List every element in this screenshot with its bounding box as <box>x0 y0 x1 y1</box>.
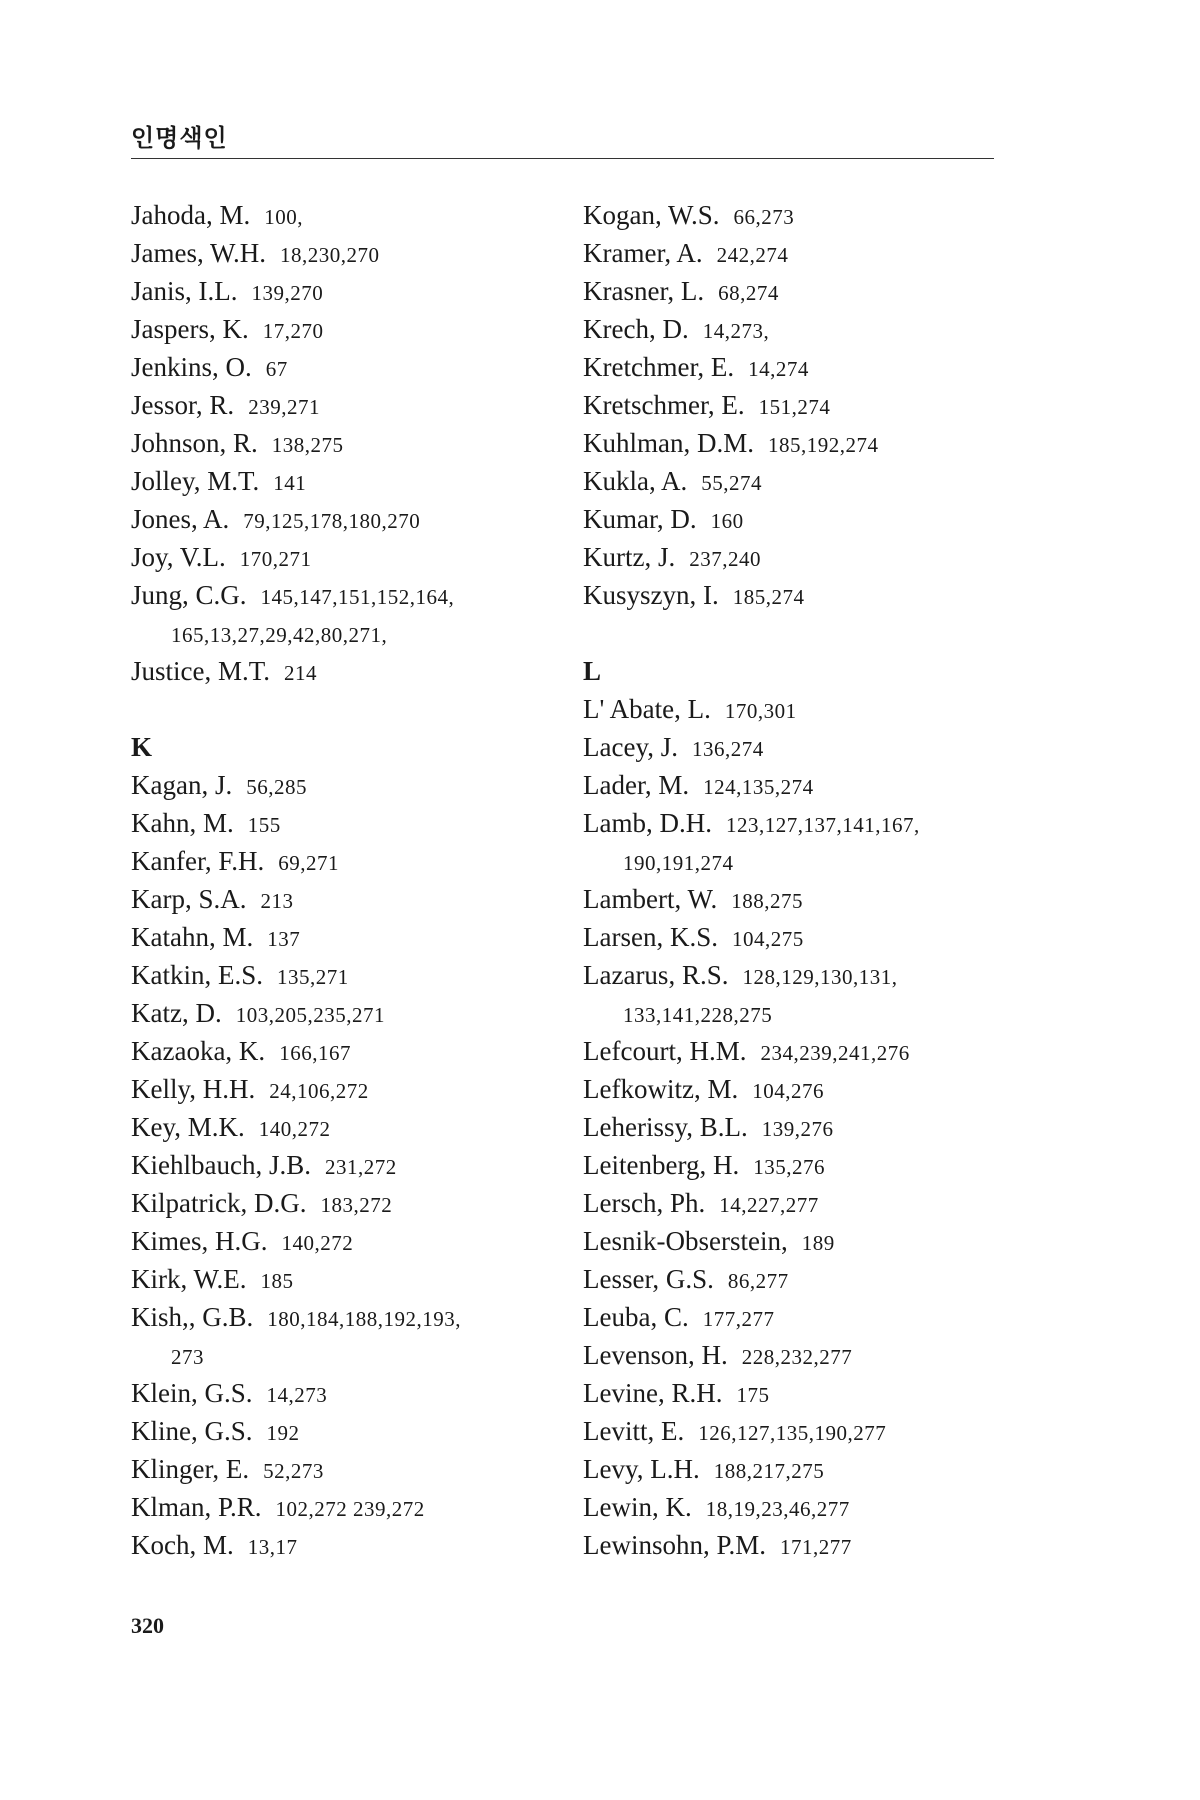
entry-pages: 185,192,274 <box>768 433 879 457</box>
entry-name: Kilpatrick, D.G. <box>131 1188 307 1218</box>
index-column-left <box>131 196 561 1564</box>
index-entry <box>583 348 1013 386</box>
index-entry <box>131 918 561 956</box>
index-entry <box>583 690 1013 728</box>
entry-name: Lesnik-Obserstein, <box>583 1226 788 1256</box>
entry-pages: 185,274 <box>732 585 805 609</box>
entry-name: Leitenberg, H. <box>583 1150 740 1180</box>
entry-pages: 188,217,275 <box>713 1459 825 1483</box>
entry-pages: 151,274 <box>758 395 831 419</box>
entry-pages: 170,271 <box>239 547 312 571</box>
entry-name: Lamb, D.H. <box>583 808 712 838</box>
entry-name: Klein, G.S. <box>131 1378 253 1408</box>
entry-pages: 103,205,235,271 <box>235 1003 385 1027</box>
entry-pages: 137 <box>267 927 301 951</box>
entry-name: Kusyszyn, I. <box>583 580 719 610</box>
entry-name: Krasner, L. <box>583 276 705 306</box>
entry-pages: 231,272 <box>324 1155 397 1179</box>
entry-name: Katz, D. <box>131 998 222 1028</box>
entry-name: Levitt, E. <box>583 1416 685 1446</box>
entry-name: James, W.H. <box>131 238 266 268</box>
section-spacer <box>131 690 561 728</box>
entry-pages: 189 <box>801 1231 835 1255</box>
index-entry-continuation <box>583 842 1013 880</box>
index-entry <box>583 386 1013 424</box>
entry-name: Kuhlman, D.M. <box>583 428 754 458</box>
entry-pages: 68,274 <box>718 281 779 305</box>
index-entry <box>583 1260 1013 1298</box>
entry-name: Leherissy, B.L. <box>583 1112 748 1142</box>
entry-name: Jung, C.G. <box>131 580 247 610</box>
section-letter: K <box>131 732 153 762</box>
entry-name: Klinger, E. <box>131 1454 250 1484</box>
entry-pages: 140,272 <box>281 1231 354 1255</box>
index-entry <box>131 272 561 310</box>
index-entry <box>131 1222 561 1260</box>
index-entry <box>131 1450 561 1488</box>
entry-pages: 160 <box>710 509 744 533</box>
entry-name: Kish,, G.B. <box>131 1302 254 1332</box>
entry-name: Levine, R.H. <box>583 1378 723 1408</box>
entry-name: Jessor, R. <box>131 390 235 420</box>
index-entry <box>131 386 561 424</box>
entry-pages: 13,17 <box>247 1535 298 1559</box>
entry-pages: 104,276 <box>752 1079 824 1103</box>
entry-pages: 183,272 <box>320 1193 393 1217</box>
index-entry <box>131 348 561 386</box>
index-entry <box>131 1184 561 1222</box>
entry-pages: 237,240 <box>689 547 761 571</box>
entry-name: Lewinsohn, P.M. <box>583 1530 767 1560</box>
entry-pages: 145,147,151,152,164, <box>260 585 455 609</box>
entry-pages: 165,13,27,29,42,80,271, <box>171 623 388 647</box>
entry-name: Klman, P.R. <box>131 1492 262 1522</box>
index-entry <box>583 1032 1013 1070</box>
index-entry <box>131 1260 561 1298</box>
entry-name: Larsen, K.S. <box>583 922 718 952</box>
index-entry <box>583 500 1013 538</box>
index-entry <box>131 1070 561 1108</box>
page-header-title: 인명색인 <box>131 124 228 152</box>
entry-name: Jones, A. <box>131 504 230 534</box>
entry-name: Lewin, K. <box>583 1492 692 1522</box>
page-number: 320 <box>131 1613 164 1638</box>
index-entry <box>131 880 561 918</box>
entry-pages: 104,275 <box>731 927 804 951</box>
index-entry <box>131 994 561 1032</box>
index-entry <box>131 1032 561 1070</box>
entry-name: Kiehlbauch, J.B. <box>131 1150 311 1180</box>
entry-pages: 135,276 <box>753 1155 825 1179</box>
entry-name: Lersch, Ph. <box>583 1188 706 1218</box>
index-entry <box>131 196 561 234</box>
index-entry <box>583 1526 1013 1564</box>
entry-name: Katkin, E.S. <box>131 960 263 990</box>
entry-name: Krech, D. <box>583 314 689 344</box>
entry-name: Levenson, H. <box>583 1340 728 1370</box>
entry-pages: 138,275 <box>271 433 344 457</box>
entry-name: Kagan, J. <box>131 770 233 800</box>
entry-name: Kanfer, F.H. <box>131 846 265 876</box>
entry-pages: 14,273 <box>266 1383 328 1407</box>
index-entry <box>131 652 561 690</box>
entry-pages: 18,230,270 <box>280 243 380 267</box>
index-entry <box>583 1222 1013 1260</box>
index-entry <box>131 1526 561 1564</box>
entry-name: Levy, L.H. <box>583 1454 700 1484</box>
index-entry <box>131 310 561 348</box>
entry-pages: 86,277 <box>727 1269 789 1293</box>
index-entry <box>131 1488 561 1526</box>
index-entry <box>583 880 1013 918</box>
index-column-right <box>583 196 1013 1564</box>
index-entry <box>131 538 561 576</box>
entry-pages: 214 <box>283 661 317 685</box>
entry-pages: 126,127,135,190,277 <box>698 1421 887 1445</box>
entry-pages: 155 <box>247 813 281 837</box>
index-entry <box>583 462 1013 500</box>
entry-pages: 170,301 <box>724 699 797 723</box>
entry-pages: 14,274 <box>748 357 809 381</box>
entry-name: Kretchmer, E. <box>583 352 735 382</box>
entry-name: Lader, M. <box>583 770 690 800</box>
entry-name: Karp, S.A. <box>131 884 247 914</box>
entry-pages: 100, <box>264 205 303 229</box>
entry-pages: 56,285 <box>246 775 307 799</box>
entry-name: Kimes, H.G. <box>131 1226 268 1256</box>
index-entry <box>583 1108 1013 1146</box>
entry-pages: 102,272 239,272 <box>275 1497 425 1521</box>
index-entry <box>131 234 561 272</box>
index-entry <box>583 272 1013 310</box>
entry-pages: 139,270 <box>251 281 324 305</box>
index-entry-continuation <box>131 614 561 652</box>
entry-name: Leuba, C. <box>583 1302 689 1332</box>
index-entry <box>583 576 1013 614</box>
index-entry <box>583 1184 1013 1222</box>
entry-name: Kretschmer, E. <box>583 390 745 420</box>
entry-pages: 177,277 <box>702 1307 775 1331</box>
entry-name: Kukla, A. <box>583 466 688 496</box>
index-entry <box>583 1374 1013 1412</box>
entry-name: Koch, M. <box>131 1530 234 1560</box>
entry-name: Joy, V.L. <box>131 542 226 572</box>
entry-name: Lefkowitz, M. <box>583 1074 739 1104</box>
entry-name: Lacey, J. <box>583 732 678 762</box>
index-entry <box>131 462 561 500</box>
entry-name: Jolley, M.T. <box>131 466 260 496</box>
index-entry <box>583 234 1013 272</box>
entry-pages: 66,273 <box>733 205 795 229</box>
entry-name: Kurtz, J. <box>583 542 676 572</box>
entry-name: Key, M.K. <box>131 1112 245 1142</box>
index-entry <box>583 310 1013 348</box>
entry-pages: 175 <box>736 1383 770 1407</box>
index-entry <box>131 842 561 880</box>
entry-pages: 242,274 <box>716 243 789 267</box>
entry-pages: 166,167 <box>279 1041 351 1065</box>
entry-pages: 190,191,274 <box>623 851 734 875</box>
index-entry-continuation <box>131 1336 561 1374</box>
entry-name: Kirk, W.E. <box>131 1264 247 1294</box>
index-entry <box>583 424 1013 462</box>
index-entry <box>131 804 561 842</box>
index-entry <box>583 1450 1013 1488</box>
entry-pages: 192 <box>266 1421 300 1445</box>
index-entry <box>583 538 1013 576</box>
index-entry <box>583 1298 1013 1336</box>
entry-pages: 141 <box>273 471 307 495</box>
entry-name: Janis, I.L. <box>131 276 238 306</box>
entry-pages: 239,271 <box>248 395 320 419</box>
entry-name: Justice, M.T. <box>131 656 270 686</box>
entry-name: Kahn, M. <box>131 808 234 838</box>
index-entry <box>583 1336 1013 1374</box>
entry-pages: 140,272 <box>258 1117 331 1141</box>
entry-name: Lazarus, R.S. <box>583 960 729 990</box>
entry-name: Kazaoka, K. <box>131 1036 266 1066</box>
entry-pages: 67 <box>265 357 288 381</box>
entry-pages: 171,277 <box>780 1535 852 1559</box>
entry-pages: 128,129,130,131, <box>742 965 898 989</box>
entry-pages: 136,274 <box>691 737 764 761</box>
entry-name: Johnson, R. <box>131 428 258 458</box>
entry-pages: 52,273 <box>263 1459 324 1483</box>
index-entry-continuation <box>583 994 1013 1032</box>
index-entry <box>583 766 1013 804</box>
index-entry <box>131 956 561 994</box>
index-entry <box>131 1412 561 1450</box>
entry-pages: 14,227,277 <box>719 1193 819 1217</box>
section-spacer <box>583 614 1013 652</box>
index-entry <box>131 576 561 614</box>
entry-name: Kramer, A. <box>583 238 703 268</box>
entry-name: Lambert, W. <box>583 884 718 914</box>
entry-pages: 123,127,137,141,167, <box>725 813 920 837</box>
entry-name: Jahoda, M. <box>131 200 251 230</box>
header-rule <box>131 158 994 159</box>
entry-name: Lesser, G.S. <box>583 1264 714 1294</box>
entry-pages: 135,271 <box>277 965 349 989</box>
index-entry <box>583 1488 1013 1526</box>
index-entry <box>583 728 1013 766</box>
entry-pages: 185 <box>260 1269 294 1293</box>
index-entry <box>131 424 561 462</box>
index-entry <box>131 1108 561 1146</box>
index-entry <box>583 804 1013 842</box>
index-entry <box>583 1146 1013 1184</box>
index-entry <box>583 918 1013 956</box>
index-entry <box>131 1298 561 1336</box>
entry-pages: 55,274 <box>701 471 762 495</box>
entry-name: Lefcourt, H.M. <box>583 1036 747 1066</box>
entry-name: Kogan, W.S. <box>583 200 720 230</box>
entry-pages: 234,239,241,276 <box>760 1041 910 1065</box>
index-entry <box>131 500 561 538</box>
entry-name: Jaspers, K. <box>131 314 249 344</box>
index-entry <box>583 1412 1013 1450</box>
entry-pages: 69,271 <box>278 851 339 875</box>
index-entry <box>583 196 1013 234</box>
entry-name: Kelly, H.H. <box>131 1074 256 1104</box>
entry-pages: 213 <box>260 889 294 913</box>
entry-pages: 14,273, <box>702 319 770 343</box>
section-letter: L <box>583 656 602 686</box>
entry-pages: 24,106,272 <box>269 1079 369 1103</box>
entry-pages: 18,19,23,46,277 <box>705 1497 850 1521</box>
entry-pages: 124,135,274 <box>703 775 814 799</box>
entry-name: L' Abate, L. <box>583 694 711 724</box>
entry-pages: 79,125,178,180,270 <box>243 509 421 533</box>
entry-pages: 273 <box>171 1345 204 1369</box>
index-entry <box>131 1374 561 1412</box>
entry-name: Kline, G.S. <box>131 1416 253 1446</box>
entry-pages: 188,275 <box>731 889 803 913</box>
index-entry <box>583 1070 1013 1108</box>
index-entry <box>131 1146 561 1184</box>
entry-pages: 228,232,277 <box>741 1345 853 1369</box>
entry-name: Katahn, M. <box>131 922 254 952</box>
entry-pages: 133,141,228,275 <box>623 1003 773 1027</box>
entry-name: Jenkins, O. <box>131 352 252 382</box>
entry-pages: 180,184,188,192,193, <box>267 1307 462 1331</box>
index-entry <box>131 766 561 804</box>
entry-name: Kumar, D. <box>583 504 697 534</box>
entry-pages: 17,270 <box>262 319 324 343</box>
entry-pages: 139,276 <box>761 1117 834 1141</box>
index-entry <box>583 956 1013 994</box>
